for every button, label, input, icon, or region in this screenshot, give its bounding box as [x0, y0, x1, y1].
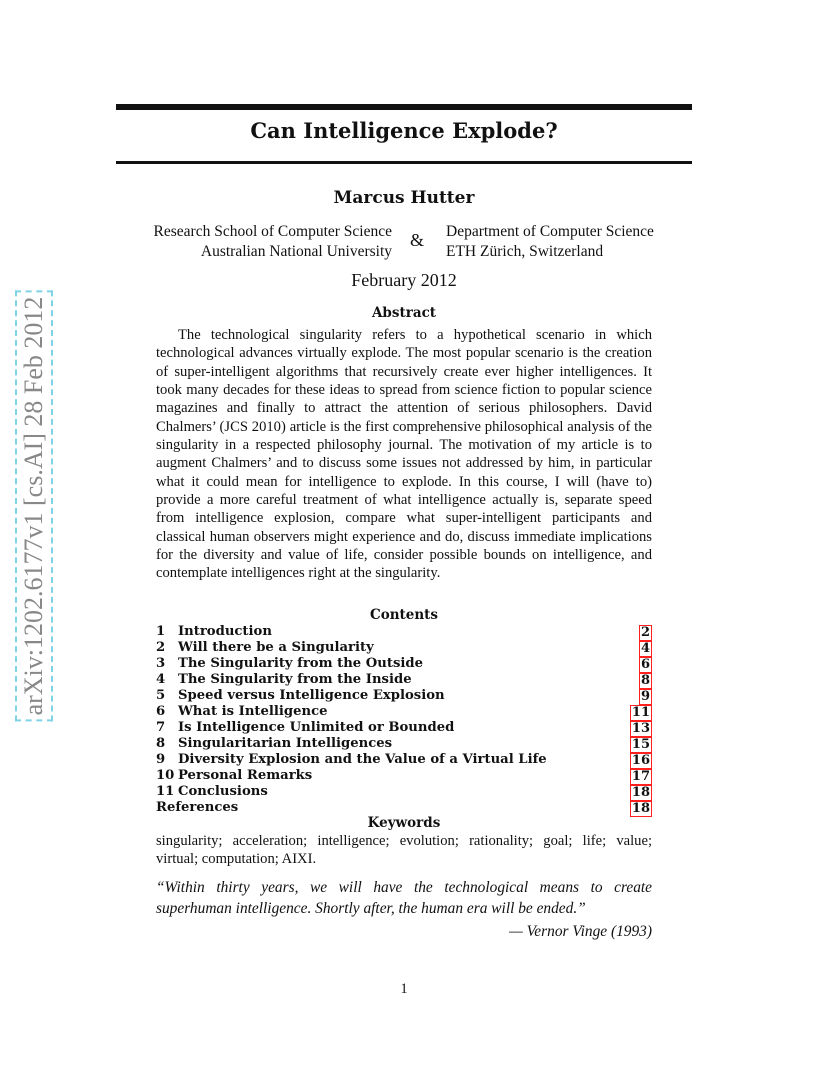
publication-date: February 2012: [351, 270, 457, 290]
toc-page-link[interactable]: 9: [640, 689, 650, 704]
toc-label: Singularitarian Intelligences: [178, 736, 393, 751]
toc-page-link[interactable]: 16: [631, 753, 650, 768]
toc-page-link[interactable]: 13: [631, 721, 650, 736]
toc-page-link[interactable]: 4: [640, 641, 650, 656]
toc-label: References: [156, 800, 239, 815]
title-rule-bottom: [116, 161, 692, 164]
affiliation-left-line: Australian National University: [200, 243, 392, 260]
toc-page-link[interactable]: 18: [631, 785, 650, 800]
toc-entry[interactable]: [156, 736, 652, 752]
toc-page-link[interactable]: 8: [640, 673, 650, 688]
affiliation-right: [446, 222, 726, 262]
toc-page-link[interactable]: 11: [631, 705, 650, 720]
toc-label: Is Intelligence Unlimited or Bounded: [178, 720, 455, 735]
toc-entry[interactable]: [156, 688, 652, 704]
paper-title: Can Intelligence Explode?: [250, 118, 558, 143]
keywords-heading: Keywords: [367, 815, 441, 831]
contents-heading: Contents: [369, 607, 439, 623]
toc-page-link[interactable]: 6: [640, 657, 650, 672]
toc-number: 11: [156, 784, 175, 799]
toc-label: Diversity Explosion and the Value of a Virtual Life: [178, 752, 547, 767]
affiliation-separator: &: [410, 230, 425, 250]
toc-label: What is Intelligence: [178, 704, 328, 719]
toc-label: Personal Remarks: [178, 768, 313, 783]
abstract-text: The technological singularity refers to a hypothetical scenario in which technological advances virtually explode. The most popular scenario is the creation of super-intelligent algorithms that recursively create ever higher intelligences. It took many decades for these ideas to spread from science fiction to popular science magazines and finally to attract the attention of serious philosophers. David Chalmers’ (JCS 2010) article is the first comprehensive philosophical analysis of the singularity in a respected philosophy journal. The motivation of my article is to augment Chalmers’ and to discuss some issues not addressed by him, in particular what it could mean for intelligence to explode. In this course, I will (have to) provide a more careful treatment of what intelligence actually is, separate speed from intelligence explosion, compare what super-intelligent participants and classical human observers might experience and do, discuss immediate implications for the diversity and value of life, consider possible bounds on intelligence, and contemplate intelligences right at the singularity.: [156, 327, 652, 582]
toc-number: 3: [156, 656, 166, 671]
toc-entry[interactable]: [156, 784, 652, 800]
toc-number: 4: [156, 672, 166, 687]
toc-page-link[interactable]: 15: [631, 737, 650, 752]
abstract-heading: Abstract: [371, 305, 437, 321]
toc-number: 8: [156, 736, 166, 751]
toc-number: 9: [156, 752, 166, 767]
arxiv-identifier[interactable]: arXiv:1202.6177v1 [cs.AI] 28 Feb 2012: [19, 296, 48, 716]
toc-number: 10: [156, 768, 175, 783]
toc-entry[interactable]: [156, 656, 652, 672]
table-of-contents: [156, 624, 652, 816]
toc-entry[interactable]: [156, 672, 652, 688]
toc-entry[interactable]: [156, 624, 652, 640]
affiliation-left: [100, 222, 392, 262]
arxiv-stamp[interactable]: [16, 270, 52, 742]
toc-page-link[interactable]: 18: [631, 801, 650, 816]
page-number: 1: [400, 981, 408, 997]
toc-number: 6: [156, 704, 166, 719]
toc-entry[interactable]: [156, 720, 652, 736]
toc-page-link[interactable]: 17: [631, 769, 650, 784]
title-rule-top: [116, 104, 692, 110]
keywords-text: singularity; acceleration; intelligence; evolution; rationality; goal; life; value; virtual; computation; AIXI.: [156, 833, 652, 867]
toc-number: 7: [156, 720, 166, 735]
toc-label: The Singularity from the Outside: [178, 656, 424, 671]
toc-entry[interactable]: [156, 752, 652, 768]
toc-label: Conclusions: [178, 784, 268, 799]
toc-label: The Singularity from the Inside: [178, 672, 412, 687]
toc-entry[interactable]: [156, 800, 652, 816]
author-name: Marcus Hutter: [333, 188, 475, 208]
toc-entry[interactable]: [156, 768, 652, 784]
affiliation-right-line: Department of Computer Science: [446, 223, 654, 240]
toc-label: Speed versus Intelligence Explosion: [178, 688, 445, 703]
affiliation-right-line: ETH Zürich, Switzerland: [446, 243, 604, 260]
toc-entry[interactable]: [156, 640, 652, 656]
toc-entry[interactable]: [156, 704, 652, 720]
affiliation-left-line: Research School of Computer Science: [153, 223, 392, 240]
toc-number: 5: [156, 688, 166, 703]
epigraph-attribution: — Vernor Vinge (1993): [509, 923, 652, 940]
epigraph-quote: “Within thirty years, we will have the technological means to create superhuman intelligence. Shortly after, the human era will be ended.”: [156, 879, 652, 917]
toc-page-link[interactable]: 2: [640, 625, 650, 640]
toc-number: 1: [156, 624, 166, 639]
toc-number: 2: [156, 640, 166, 655]
toc-label: Introduction: [178, 624, 272, 639]
toc-label: Will there be a Singularity: [178, 640, 374, 655]
